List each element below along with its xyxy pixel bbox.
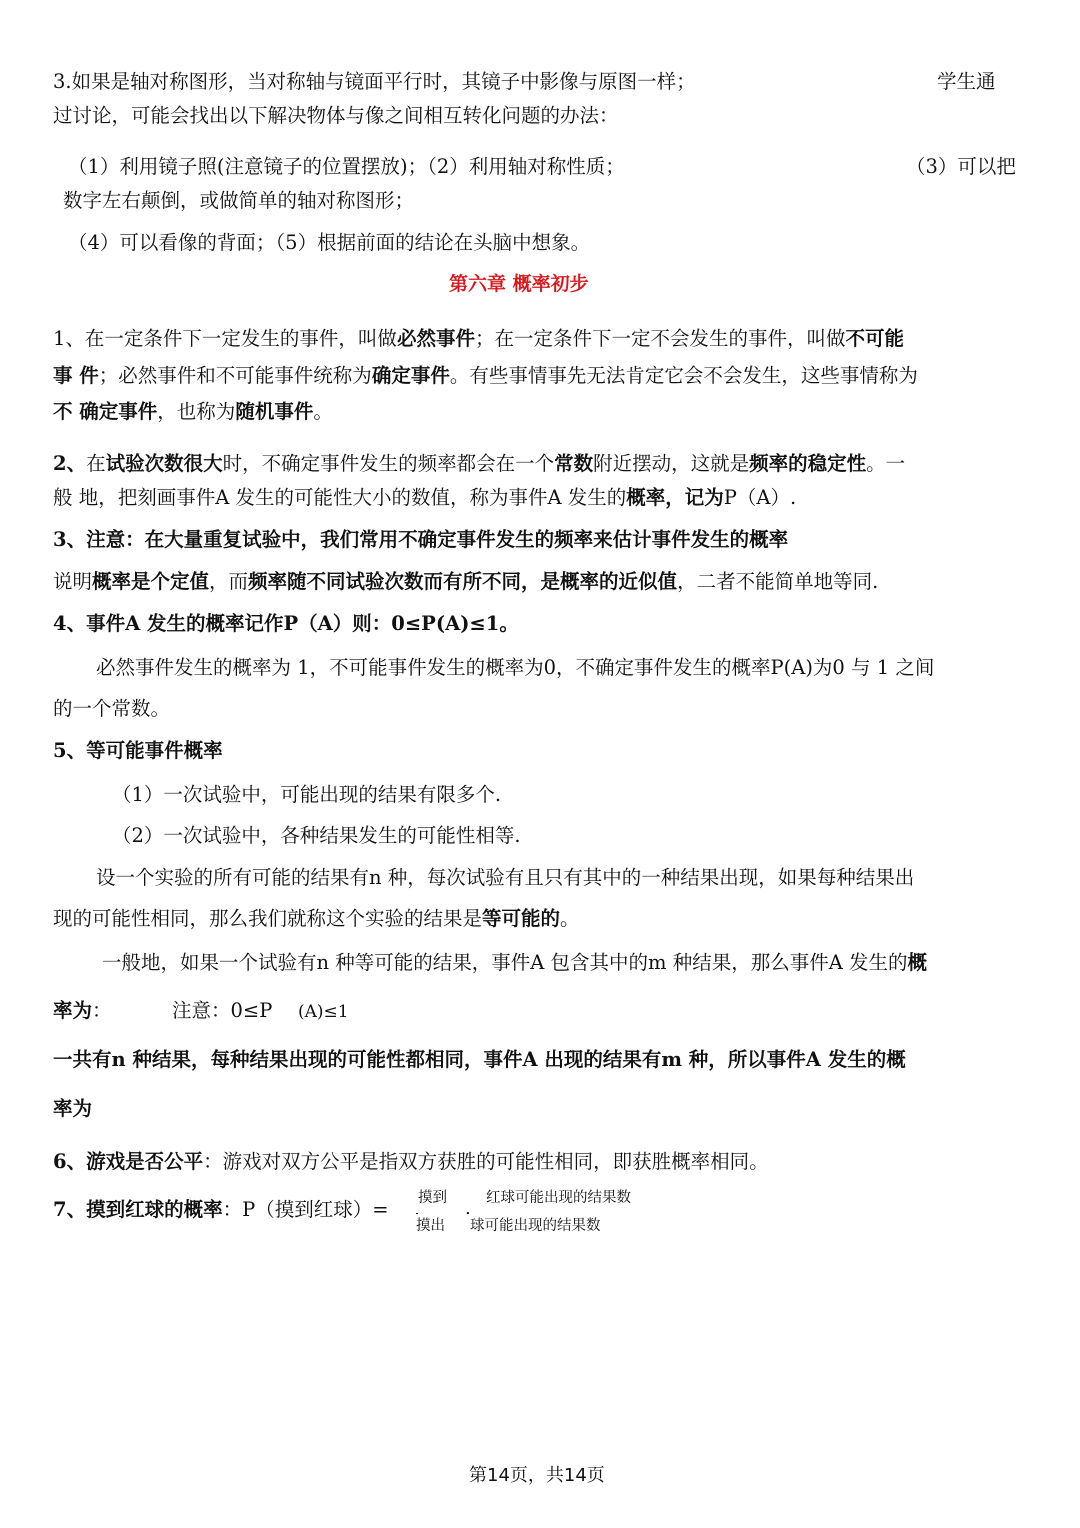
- s7-fraction-denominator-left: 摸出: [416, 1218, 445, 1234]
- s7-fraction-numerator-left: 摸到: [418, 1190, 447, 1206]
- s1-term-determined: 确定事件: [371, 364, 450, 387]
- s3-text-e: ，二者不能简单地等同.: [677, 570, 879, 593]
- s1-line-3: [53, 402, 333, 422]
- s7-fraction-bar-stub: [416, 1213, 418, 1214]
- s2-text-h: 般 地，把刻画事件A 发生的可能性大小的数值，称为事件A 发生的: [53, 486, 627, 509]
- s3-term-fixed: 概率是个定值: [92, 570, 210, 593]
- methods-line-1: （1）利用镜子照(注意镜子的位置摆放)；（2）利用轴对称性质；: [68, 155, 625, 178]
- s4-title: 4、事件A 发生的概率记作P（A）则：0≤P(A)≤1。: [53, 612, 519, 635]
- s5-para-3-line-1: 一共有n 种结果，每种结果出现的可能性都相同，事件A 出现的结果有m 种，所以事件A 发生的概: [53, 1048, 906, 1071]
- s7-text: ：P（摸到红球）=: [222, 1198, 389, 1221]
- s1-term-event: 事 件: [53, 364, 99, 387]
- s2-text-e: 附近摆动，这就是: [593, 452, 750, 475]
- s7-fraction-numerator-right: 红球可能出现的结果数: [486, 1190, 631, 1206]
- s5-condition-2: （2）一次试验中，各种结果发生的可能性相等.: [112, 824, 521, 847]
- s5-condition-1: （1）一次试验中，可能出现的结果有限多个.: [112, 783, 502, 806]
- s1-term-impossible: 不可能: [845, 327, 904, 350]
- s3-term-frequency: 频率随不同试验次数而有所不同，是概率的近似值: [248, 570, 678, 593]
- s5-text-p1d: 。: [560, 907, 580, 930]
- page-footer: 第14页，共14页: [469, 1465, 605, 1486]
- s5-text-p2d: ：: [92, 999, 112, 1022]
- s1-term-random: 随机事件: [235, 400, 314, 423]
- s5-note: 注意：0≤P: [172, 999, 273, 1022]
- chapter-title: 第六章 概率初步: [449, 273, 589, 295]
- s2-term-stability: 频率的稳定性: [749, 452, 867, 475]
- s2-text-j: ，记为: [665, 486, 724, 509]
- s3-text-c: ，而: [209, 570, 249, 593]
- s5-title: 5、等可能事件概率: [53, 739, 223, 762]
- s5-note-range: (A)≤1: [298, 1002, 349, 1022]
- s5-text-p2a: 一般地，如果一个试验有n 种等可能的结果，事件A 包含其中的m 种结果，那么事件A 发生的: [102, 951, 908, 974]
- s5-para-1-line-2: [53, 909, 580, 929]
- s6-title: 6、游戏是否公平: [53, 1150, 204, 1173]
- s5-term-equally-likely: 等可能的: [482, 907, 561, 930]
- s6-line: [53, 1152, 769, 1172]
- s1-text-a: 在一定条件下一定发生的事件，叫做: [84, 327, 397, 350]
- s1-text-f: ；必然事件和不可能事件统称为: [98, 364, 372, 387]
- s1-text-j: ，也称为: [157, 400, 236, 423]
- s2-text-k: P（A）.: [723, 486, 797, 509]
- s4-line-2: 的一个常数。: [53, 697, 171, 720]
- s5-para-1-line-1: 设一个实验的所有可能的结果有n 种，每次试验有且只有其中的一种结果出现，如果每种结果出: [96, 866, 915, 889]
- s3-text-a: 说明: [53, 570, 93, 593]
- s3-title: 3、注意：在大量重复试验中，我们常用不确定事件发生的频率来估计事件发生的概率: [53, 528, 789, 551]
- s2-num: 2、: [53, 452, 87, 475]
- s2-text-c: 时，不确定事件发生的频率都会在一个: [222, 452, 555, 475]
- s1-term-uncertain: 不 确定事件: [53, 400, 158, 423]
- s2-text-g: 。一: [866, 452, 906, 475]
- s1-text-c: ；在一定条件下一定不会发生的事件，叫做: [474, 327, 846, 350]
- s2-term-constant: 常数: [554, 452, 594, 475]
- s7-fraction-denominator-right: 球可能出现的结果数: [470, 1218, 601, 1234]
- methods-line-3: （4）可以看像的背面；（5）根据前面的结论在头脑中想象。: [68, 231, 591, 254]
- mirror-line-2: 过讨论，可能会找出以下解决物体与像之间相互转化问题的办法：: [53, 104, 619, 127]
- methods-line-2: 数字左右颠倒，或做简单的轴对称图形；: [63, 189, 415, 212]
- s5-para-2-line-1: [102, 953, 927, 973]
- s2-term-probability: 概率: [626, 486, 666, 509]
- s7-fraction-dot: .: [465, 1198, 471, 1219]
- s1-line-1: [53, 329, 904, 349]
- s3-explain: [53, 572, 878, 592]
- s1-num: 1、: [53, 327, 85, 350]
- s5-para-3-line-2: 率为: [53, 1097, 93, 1120]
- s1-text-h: 。有些事情事先无法肯定它会不会发生，这些事情称为: [449, 364, 918, 387]
- s1-text-l: 。: [313, 400, 333, 423]
- s2-line-1: [53, 454, 905, 474]
- s2-text-a: 在: [86, 452, 106, 475]
- s7-title: 7、摸到红球的概率: [53, 1198, 223, 1221]
- s6-text: ：游戏对双方公平是指双方获胜的可能性相同，即获胜概率相同。: [203, 1150, 769, 1173]
- s5-para-2-line-2: [53, 1001, 112, 1021]
- mirror-line-1-right: 学生通: [937, 70, 996, 93]
- s4-line-1: 必然事件发生的概率为 1，不可能事件发生的概率为0，不确定事件发生的概率P(A)为0 与 1 之间: [96, 656, 935, 679]
- s2-term-many-trials: 试验次数很大: [105, 452, 223, 475]
- s1-term-certain: 必然事件: [396, 327, 475, 350]
- s7-line: [53, 1200, 389, 1220]
- mirror-line-1: 3.如果是轴对称图形，当对称轴与镜面平行时，其镜子中影像与原图一样；: [53, 70, 696, 93]
- s5-text-p1b: 现的可能性相同，那么我们就称这个实验的结果是: [53, 907, 483, 930]
- methods-line-1-right: （3）可以把: [906, 155, 1016, 178]
- s5-text-p2b: 概: [907, 951, 928, 974]
- s2-line-2: [53, 488, 796, 508]
- s1-line-2: [53, 366, 918, 386]
- s5-text-p2c: 率为: [53, 999, 93, 1022]
